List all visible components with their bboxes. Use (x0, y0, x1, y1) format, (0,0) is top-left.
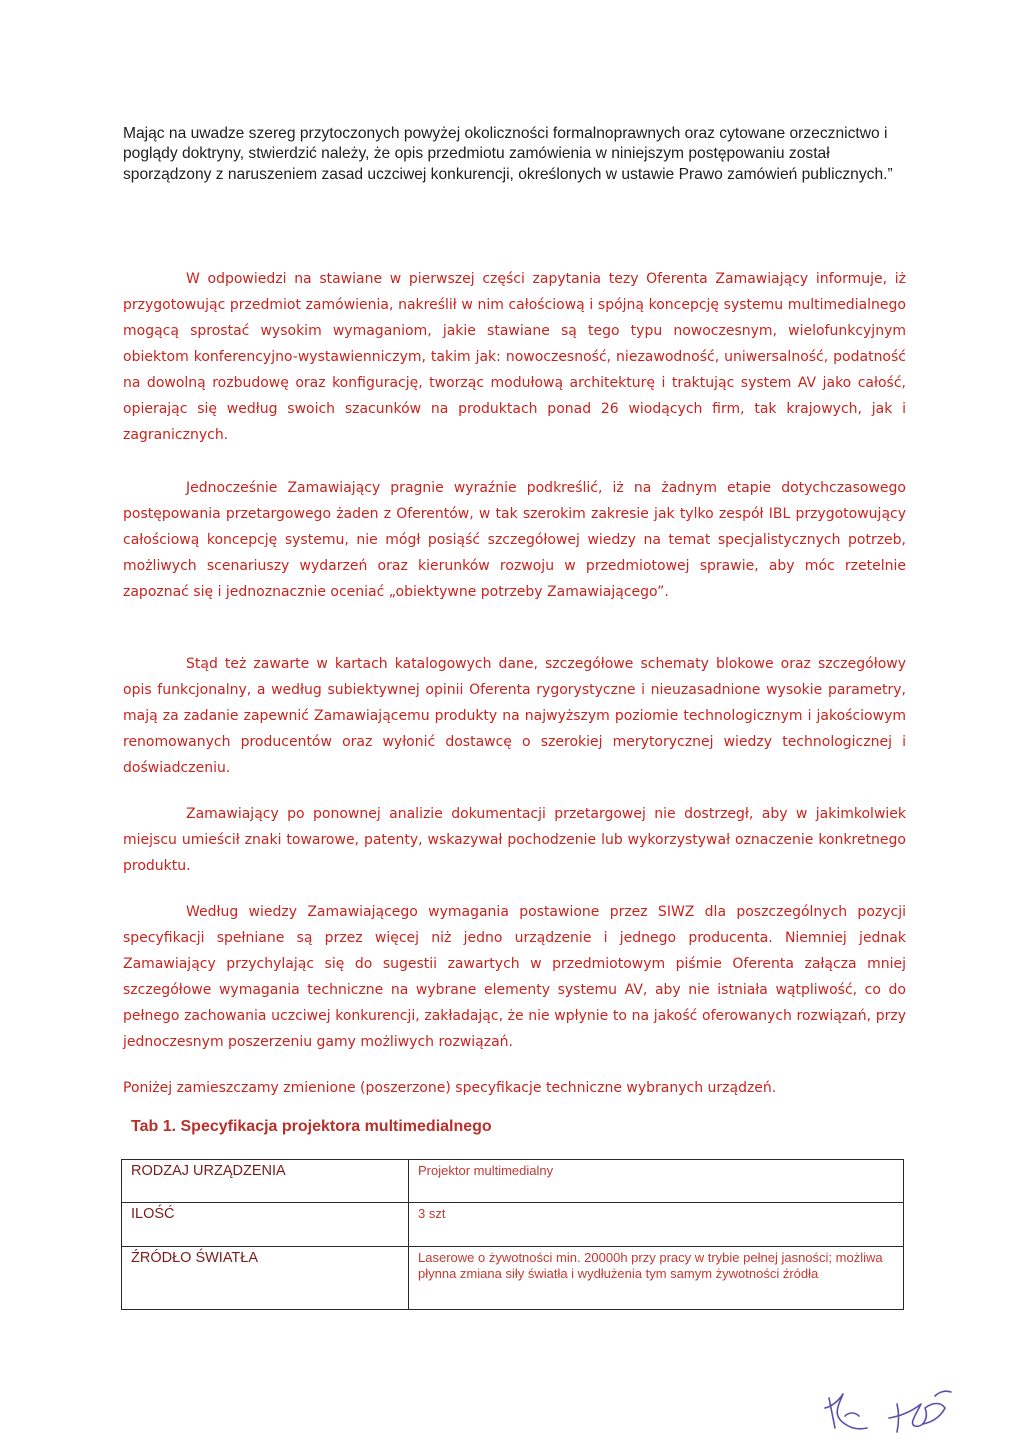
response-paragraph-1: W odpowiedzi na stawiane w pierwszej części zapytania tezy Oferenta Zamawiający informuje, iż przygotowując przedmiot zamówienia, nakreślił w nim całościową i spójną koncepcję systemu multimedialnego mogącą sprostać wysokim wymaganiom, jakie stawiane są tego typu nowoczesnym, wielofunkcyjnym obiektom konferencyjno-wystawienniczym, takim jak: nowoczesność, niezawodność, uniwersalność, podatność na dowolną rozbudowę oraz konfigurację, tworząc modułową architekturę i traktując system AV jako całość, opierając się według swoich szacunków na produktach ponad 26 wiodących firm, tak krajowych, jak i zagranicznych. (123, 271, 906, 443)
table-value-cell: 3 szt (409, 1203, 904, 1247)
table-value-cell: Projektor multimedialny (409, 1160, 904, 1203)
response-paragraph-4: Zamawiający po ponownej analizie dokumentacji przetargowej nie dostrzegł, aby w jakimkolwiek miejscu umieścił znaki towarowe, patenty, wskazywał pochodzenie lub wykorzystywał oznaczenie konkretnego produktu. (123, 806, 906, 874)
response-paragraph-6: Poniżej zamieszczamy zmienione (poszerzone) specyfikacje techniczne wybranych urządzeń. (123, 1080, 777, 1096)
table-label-cell: RODZAJ URZĄDZENIA (122, 1160, 409, 1203)
table-row (122, 1160, 904, 1203)
handwritten-initials-signature (815, 1378, 965, 1438)
response-paragraph-5: Według wiedzy Zamawiającego wymagania postawione przez SIWZ dla poszczególnych pozycji specyfikacji spełniane są przez więcej niż jedno urządzenie i jednego producenta. Niemniej jednak Zamawiający przychylając się do sugestii zawartych w przedmiotowym piśmie Oferenta załącza mniej szczegółowe wymagania techniczne na wybrane elementy systemu AV, aby nie istniała wątpliwość, co do pełnego zachowania uczciwej konkurencji, zakładając, że nie wpłynie to na jakość oferowanych rozwiązań, przy jednoczesnym poszerzeniu gamy możliwych rozwiązań. (123, 904, 906, 1050)
table-row (122, 1247, 904, 1310)
table-value-cell: Laserowe o żywotności min. 20000h przy pracy w trybie pełnej jasności; możliwa płynna zmiana siły światła i wydłużenia tym samym żywotności źródła (409, 1247, 904, 1310)
projector-spec-table (121, 1159, 904, 1310)
intro-paragraph: Mając na uwadze szereg przytoczonych powyżej okoliczności formalnoprawnych oraz cytowane orzecznictwo i poglądy doktryny, stwierdzić należy, że opis przedmiotu zamówienia w niniejszym postępowaniu został sporządzony z naruszeniem zasad uczciwej konkurencji, określonych w ustawie Prawo zamówień publicznych.” (123, 125, 893, 183)
table-row (122, 1203, 904, 1247)
table-title: Tab 1. Specyfikacja projektora multimedialnego (131, 1118, 492, 1135)
response-paragraph-2: Jednocześnie Zamawiający pragnie wyraźnie podkreślić, iż na żadnym etapie dotychczasowego postępowania przetargowego żaden z Oferentów, w tak szerokim zakresie jak tylko zespół IBL przygotowujący całościową koncepcję systemu, nie mógł posiąść szczegółowej wiedzy na temat specjalistycznych potrzeb, możliwych scenariuszy wydarzeń oraz kierunków rozwoju w przedmiotowej sprawie, aby móc rzetelnie zapoznać się i jednoznacznie oceniać „obiektywne potrzeby Zamawiającego”. (123, 480, 906, 600)
table-label-cell: ILOŚĆ (122, 1203, 409, 1247)
response-paragraph-3: Stąd też zawarte w kartach katalogowych dane, szczegółowe schematy blokowe oraz szczegółowy opis funkcjonalny, a według subiektywnej opinii Oferenta rygorystyczne i nieuzasadnione wysokie parametry, mają za zadanie zapewnić Zamawiającemu produkty na najwyższym poziomie technologicznym i jakościowym renomowanych producentów oraz wyłonić dostawcę o szerokiej merytorycznej wiedzy technologicznej i doświadczeniu. (123, 656, 906, 776)
table-label-cell: ŹRÓDŁO ŚWIATŁA (122, 1247, 409, 1310)
